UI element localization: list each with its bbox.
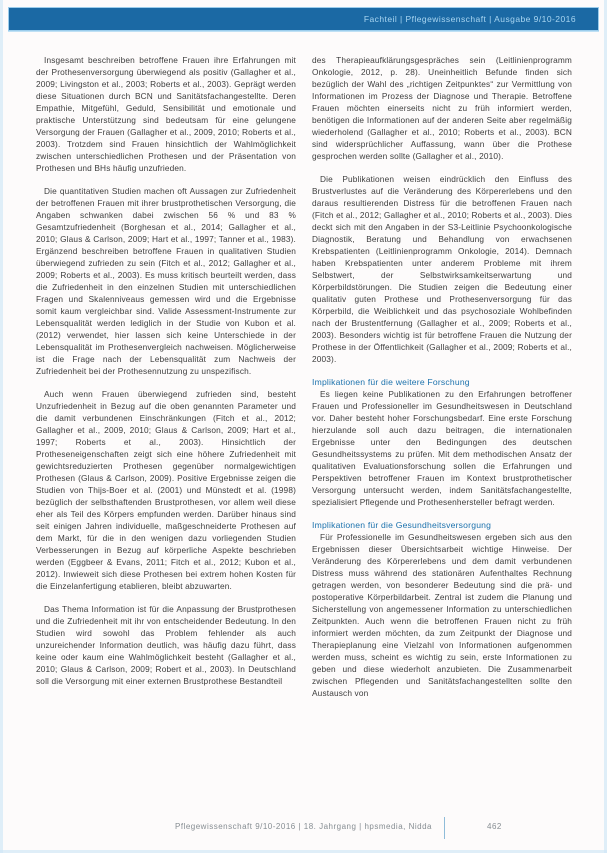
header-breadcrumb: Fachteil | Pflegewissenschaft | Ausgabe 9/10-2016 bbox=[363, 14, 576, 24]
article-body bbox=[36, 54, 572, 794]
paragraph-thema-information: Das Thema Information ist für die Anpassung der Brustprothesen und die Zufriedenheit mit ihr von entscheidender Bedeutung. In den Studien wird sowohl das Problem fehlender als auch unzureichender Information deutlich, was häufig dazu führt, dass keine oder kaum eine Wahlmöglichkeit besteht (Gallagher et al., 2010; Glaus & Carlson, 2009; Robert et al., 2003). In Deutschland soll die Versorgung mit einer externen Brustprothese Bestandteil bbox=[36, 604, 296, 686]
heading-implikationen-gesundheitsversorgung: Implikationen für die Gesundheitsversorgung bbox=[312, 520, 492, 530]
right-column bbox=[312, 54, 572, 794]
paragraph-therapieaufklaerung: des Therapieaufklärungsgespräches sein (Leitlinienprogramm Onkologie, 2012, p. 28). Uneinheitlich Befunde finden sich bezüglich der Wahl des „richtigen Zeitpunktes“ zur Vermittlung von Informationen im Prozess der Diagnose und Therapie. Betroffene Frauen möchten einerseits nicht zu früh informiert werden, benötigen die Informationen auf der anderen Seite aber regelmäßig wiederholend (Gallagher et al., 2010; Roberts et al., 2003). BCN sind widersprüchlicher Auffassung, wann über die Prothese gesprochen werden sollte (Gallagher et al., 2010). bbox=[312, 55, 572, 161]
heading-implikationen-forschung: Implikationen für die weitere Forschung bbox=[312, 377, 470, 387]
left-column bbox=[36, 54, 296, 794]
paragraph-forschungsbedarf: Es liegen keine Publikationen zu den Erfahrungen betroffener Frauen und Professioneller im Gesundheitswesen in Deutschland vor. Daher besteht hoher Forschungsbedarf. Eine erste Forschung hierzulande soll auch dazu beitragen, die internationalen Ergebnisse unter den Bedingungen des deutschen Gesundheitssystems zu prüfen. Mit dem methodischen Ansatz der qualitativen Evaluationsforschung sollen die Erfahrungen und Perspektiven betroffener Frauen im Kontext brustprothetischer Versorgung untersucht werden, indem Sanitätsfachangestellte, spezialisiert Pflegende und Prothesenhersteller befragt werden. bbox=[312, 389, 572, 507]
footer-journal-info: Pflegewissenschaft 9/10-2016 | 18. Jahrgang | hpsmedia, Nidda bbox=[174, 822, 433, 831]
paragraph-unzufriedenheit-parameter: Auch wenn Frauen überwiegend zufrieden sind, besteht Unzufriedenheit in Bezug auf die oben genannten Parameter und die damit verbundenen Einschränkungen (Fitch et al., 2012; Gallagher et al., 2009, 2010; Glaus & Carlson, 2009; Hart et al., 1997; Roberts et al., 2003). Hinsichtlich der Protheseneigenschaften zeigt sich eine höhere Zufriedenheit mit gewichtsreduzierten Prothesen gegenüber normalgewichtigen Prothesen (Glaus & Carlson, 2009). Positive Ergebnisse zeigen die Studien von Thijs-Boer et al. (2001) und Münstedt et al. (1998) bezüglich der selbsthaftenden Brustprothesen, vor allem weil diese eher als Teil des Körpers empfunden werden. Darüber hinaus sind seit einigen Jahren individuelle, maßgeschneiderte Prothesen auf dem Markt, für die in den wenigen dazu vorliegenden Studien Verbesserungen in Bezug auf körperliche Aspekte beschrieben werden (Eggbeer & Evans, 2011; Fitch et al., 2012; Kubon et al., 2012). Inwieweit sich diese Prothesen bei extrem hohen Kosten für die Einzelanfertigung etablieren, bleibt abzuwarten. bbox=[36, 389, 296, 591]
paragraph-prothesenversorgung-erfahrungen: Insgesamt beschreiben betroffene Frauen ihre Erfahrungen mit der Prothesenversorgung überwiegend als positiv (Gallagher et al., 2009; Livingston et al., 2003; Roberts et al., 2003). Geprägt werden diese Situationen durch BCN und Sanitätsfachangestellte. Deren Empathie, Mitgefühl, Geduld, Sensibilität und emotionale und praktische Unterstützung sind bedeutsam für eine gelungene Versorgung der Frauen (Gallagher et al., 2009, 2010; Roberts et al., 2003). Trotzdem sind Frauen hinsichtlich der Wahlmöglichkeit zwischen unterschiedlichen Prothesen und der Präsentation von Prothesen und BHs häufig unzufrieden. bbox=[36, 55, 296, 173]
page-number: 462 bbox=[487, 822, 502, 831]
footer-divider bbox=[444, 817, 445, 839]
paragraph-quantitative-studien: Die quantitativen Studien machen oft Aussagen zur Zufriedenheit der betroffenen Frauen mit ihrer brustprothetischen Versorgung, die Angaben schwanken dabei zwischen 56 % und 83 % Gesamtzufriedenheit (Borghesan et al., 2014; Gallagher et al., 2010; Glaus & Carlson, 2009; Hart et al., 1997; Tanner et al., 1983). Ergänzend beschreiben betroffene Frauen in qualitativen Studien überwiegend zufrieden zu sein (Fitch et al., 2012; Gallagher et al., 2009; Roberts et al., 2003). Es muss kritisch beurteilt werden, dass die Zufriedenheit in den einzelnen Studien mit unterschiedlichen Fragen und Skalenniveaus gemessen wird und die Ergebnisse somit kaum vergleichbar sind. Valide Assessment-Instrumente zur Lebensqualität werden lediglich in der Studie von Kubon et al. (2012) verwendet, hier lassen sich keine Unterschiede in der Lebensqualität im Prothesenvergleich nachweisen. Möglicherweise ist die Frage nach der Lebensqualität zum Nachweis der Zufriedenheit bei der Prothesennutzung zu unspezifisch. bbox=[36, 186, 296, 376]
page-header-bar bbox=[8, 7, 599, 31]
page-edge-left bbox=[0, 0, 3, 853]
paragraph-professionelle-hinweise: Für Professionelle im Gesundheitswesen ergeben sich aus den Ergebnissen dieser Übersichtsarbeit wichtige Hinweise. Der Veränderung des Körpererlebens und dem damit verbundenen Distress muss während des stationären Aufenthaltes Rechnung getragen werden, von besonderer Bedeutung sind die prä- und postoperative Körperbildarbeit. Zentral ist zudem die Planung und Sicherstellung von angemessener Information zu unterschiedlichen Zeitpunkten. Auch wenn die betroffenen Frauen nicht zu früh informiert werden möchten, da zum Zeitpunkt der Diagnose und Therapieplanung eine Vielzahl von Informationen aufgenommen werden muss, scheint es wichtig zu sein, erste Informationen zu geben und diese wiederholt anzubieten. Die Zusammenarbeit zwischen Pflegenden und Sanitätsfachangestellten sollte den Austausch von bbox=[312, 532, 572, 698]
paragraph-publikationen-einfluss: Die Publikationen weisen eindrücklich den Einfluss des Brustverlustes auf die Veränderung des Körpererlebens und den daraus resultierenden Distress für die betroffenen Frauen nach (Fitch et al., 2012; Gallagher et al., 2010; Roberts et al., 2003). Dies deckt sich mit den Angaben in der S3-Leitlinie Psychoonkologische Diagnostik, Beratung und Behandlung von erwachsenen Krebspatienten (Leitlinienprogramm Onkologie, 2014). Demnach haben Krebspatienten unter anderem Probleme mit ihrem Selbstwert, der Selbstwirksamkeitserwartung und Körperbildstörungen. Die Studien zeigen die Bedeutung einer qualitativ guten Prothese und Prothesenversorgung für das Körperbild, die Weiblichkeit und das psychosoziale Wohlbefinden nach der Brustentfernung (Gallagher et al., 2009; Roberts et al., 2003). Besonders wichtig ist für betroffene Frauen die Nutzung der Prothese in der Öffentlichkeit (Gallagher et al., 2009; Roberts et al., 2003). bbox=[312, 174, 572, 364]
page-footer bbox=[0, 817, 607, 839]
